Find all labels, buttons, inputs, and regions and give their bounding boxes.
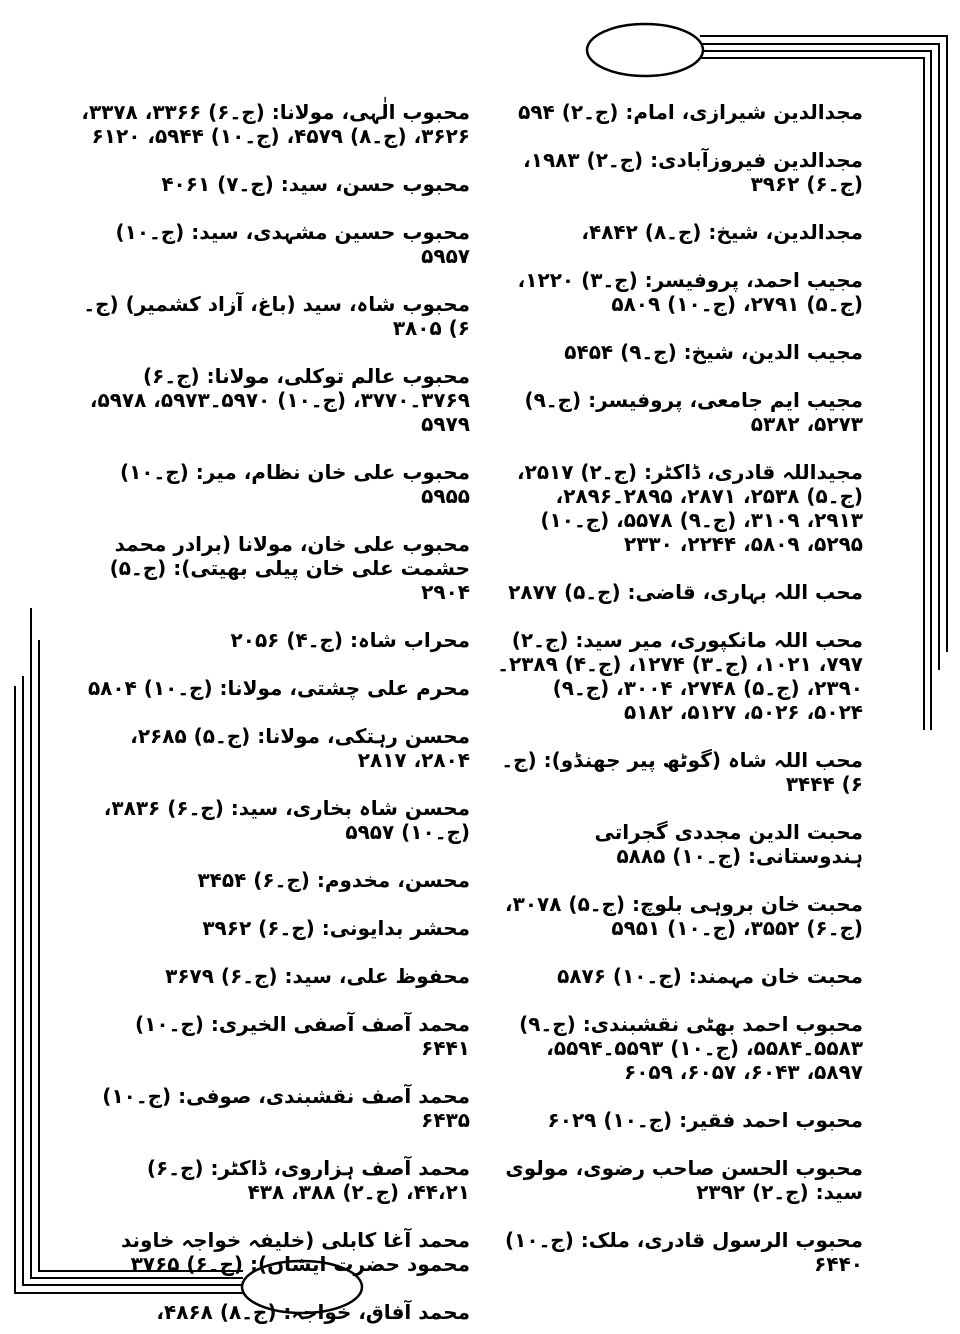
index-entry: محبوب علی خان نظام، میر: (ج۔۱۰) ۵۹۵۵ [119,460,470,508]
index-entry: محمد آغا کابلی (خلیفہ خواجہ خاوند محمود حضرت ایشاں): (ج۔۶) ۳۷۶۵ [120,1228,470,1276]
index-entry: محبوب حسن، سید: (ج۔۷) ۴۰۶۱ [161,172,470,196]
index-entry: محبوب الٰہی، مولانا: (ج۔۶) ۳۳۶۶، ۳۳۷۸، ۳۶۲۶، (ج۔۸) ۴۵۷۹، (ج۔۱۰) ۵۹۴۴، ۶۱۲۰ [81,100,470,148]
index-entry: محبت خان مہمند: (ج۔۱۰) ۵۸۷۶ [557,964,863,988]
index-entry: محبت خان بروہی بلوچ: (ج۔۵) ۳۰۷۸، (ج۔۶) ۳۵۵۲، (ج۔۱۰) ۵۹۵۱ [505,892,863,940]
index-entry: مجدالدین شیرازی، امام: (ج۔۲) ۵۹۴ [518,100,863,124]
index-entry: محبوب احمد فقیر: (ج۔۱۰) ۶۰۲۹ [547,1108,863,1132]
index-entry: محبت الدین مجددی گجراتی ہندوستانی: (ج۔۱۰) ۵۸۸۵ [594,820,863,868]
index-entry: محبوب علی خان، مولانا (برادر محمد حشمت علی خان پیلی بھیتی): (ج۔۵) ۲۹۰۴ [109,532,470,604]
index-entry: محبوب عالم توکلی، مولانا: (ج۔۶) ۳۷۶۹۔۳۷۷۰، (ج۔۱۰) ۵۹۷۰۔۵۹۷۳، ۵۹۷۸، ۵۹۷۹ [89,364,470,436]
index-entry: محب اللہ بہاری، قاضی: (ج۔۵) ۲۸۷۷ [508,580,863,604]
index-entry: محمد آفاق، خواجہ: (ج۔۸) ۴۸۶۸، [156,1300,470,1324]
index-entry: محراب شاہ: (ج۔۴) ۲۰۵۶ [230,628,470,652]
index-column-left [80,100,470,1324]
index-entry: محب اللہ شاہ (گوٹھ پیر جھنڈو): (ج۔۶) ۳۴۴۴ [501,748,863,796]
index-column-right [495,100,863,1276]
index-entry: محمد آصف آصفی الخیری: (ج۔۱۰) ۶۴۴۱ [135,1012,470,1060]
index-entry: محبوب الرسول قادری، ملک: (ج۔۱۰) ۶۴۴۰ [505,1228,863,1276]
index-entry: مجدالدین، شیخ: (ج۔۸) ۴۸۴۲، [581,220,863,244]
index-entry: محسن رہتکی، مولانا: (ج۔۵) ۲۶۸۵، ۲۸۰۴، ۲۸۱۷ [130,724,470,772]
index-entry: مجیب الدین، شیخ: (ج۔۹) ۵۴۵۴ [564,340,863,364]
index-entry: محبوب الحسن صاحب رضوی، مولوی سید: (ج۔۲) ۲۳۹۲ [505,1156,863,1204]
index-entry: محسن شاہ بخاری، سید: (ج۔۶) ۳۸۳۶، (ج۔۱۰) ۵۹۵۷ [103,796,470,844]
top-ornament-oval [587,24,703,76]
index-entry: محبوب شاہ، سید (باغ، آزاد کشمیر) (ج۔۶) ۳۸۰۵ [83,292,470,340]
index-entry: مجیداللہ قادری، ڈاکٹر: (ج۔۲) ۲۵۱۷، (ج۔۵) ۲۵۳۸، ۲۸۷۱، ۲۸۹۵۔۲۸۹۶، ۲۹۱۳، ۳۱۰۹، (ج۔۹) ۵۵۷۸، (ج۔۱۰) ۵۲۹۵، ۵۸۰۹، ۲۲۴۴، ۲۳۳۰ [517,460,863,556]
index-entry: محمد آصف نقشبندی، صوفی: (ج۔۱۰) ۶۴۳۵ [102,1084,470,1132]
index-entry: محبوب حسین مشہدی، سید: (ج۔۱۰) ۵۹۵۷ [115,220,470,268]
index-entry: محفوظ علی، سید: (ج۔۶) ۳۶۷۹ [165,964,470,988]
index-entry: محسن، مخدوم: (ج۔۶) ۳۴۵۴ [197,868,470,892]
index-entry: محشر بدایونی: (ج۔۶) ۳۹۶۲ [202,916,470,940]
index-entry: مجیب ایم جامعی، پروفیسر: (ج۔۹) ۵۲۷۳، ۵۳۸۲ [524,388,863,436]
index-entry: محبوب احمد بھٹی نقشبندی: (ج۔۹) ۵۵۸۳۔۵۵۸۴، (ج۔۱۰) ۵۵۹۳۔۵۵۹۴، ۵۸۹۷، ۶۰۴۳، ۶۰۵۷، ۶۰۵۹ [519,1012,863,1084]
index-entry: محرم علی چشتی، مولانا: (ج۔۱۰) ۵۸۰۴ [87,676,470,700]
index-entry: محب اللہ مانکپوری، میر سید: (ج۔۲) ۷۹۷، ۱۰۲۱، (ج۔۳) ۱۲۷۴، (ج۔۴) ۲۳۸۹۔۲۳۹۰، (ج۔۵) ۲۷۴۸، ۳۰۰۴، (ج۔۹) ۵۰۲۴، ۵۰۲۶، ۵۱۲۷، ۵۱۸۲ [497,628,863,724]
index-entry: محمد آصف ہزاروی، ڈاکٹر: (ج۔۶) ۴۴،۲۱، (ج۔۲) ۳۸۸، ۴۳۸ [146,1156,470,1204]
index-entry: مجدالدین فیروزآبادی: (ج۔۲) ۱۹۸۳، (ج۔۶) ۳۹۶۲ [523,148,863,196]
index-entry: مجیب احمد، پروفیسر: (ج۔۳) ۱۲۲۰، (ج۔۵) ۲۷۹۱، (ج۔۱۰) ۵۸۰۹ [517,268,863,316]
